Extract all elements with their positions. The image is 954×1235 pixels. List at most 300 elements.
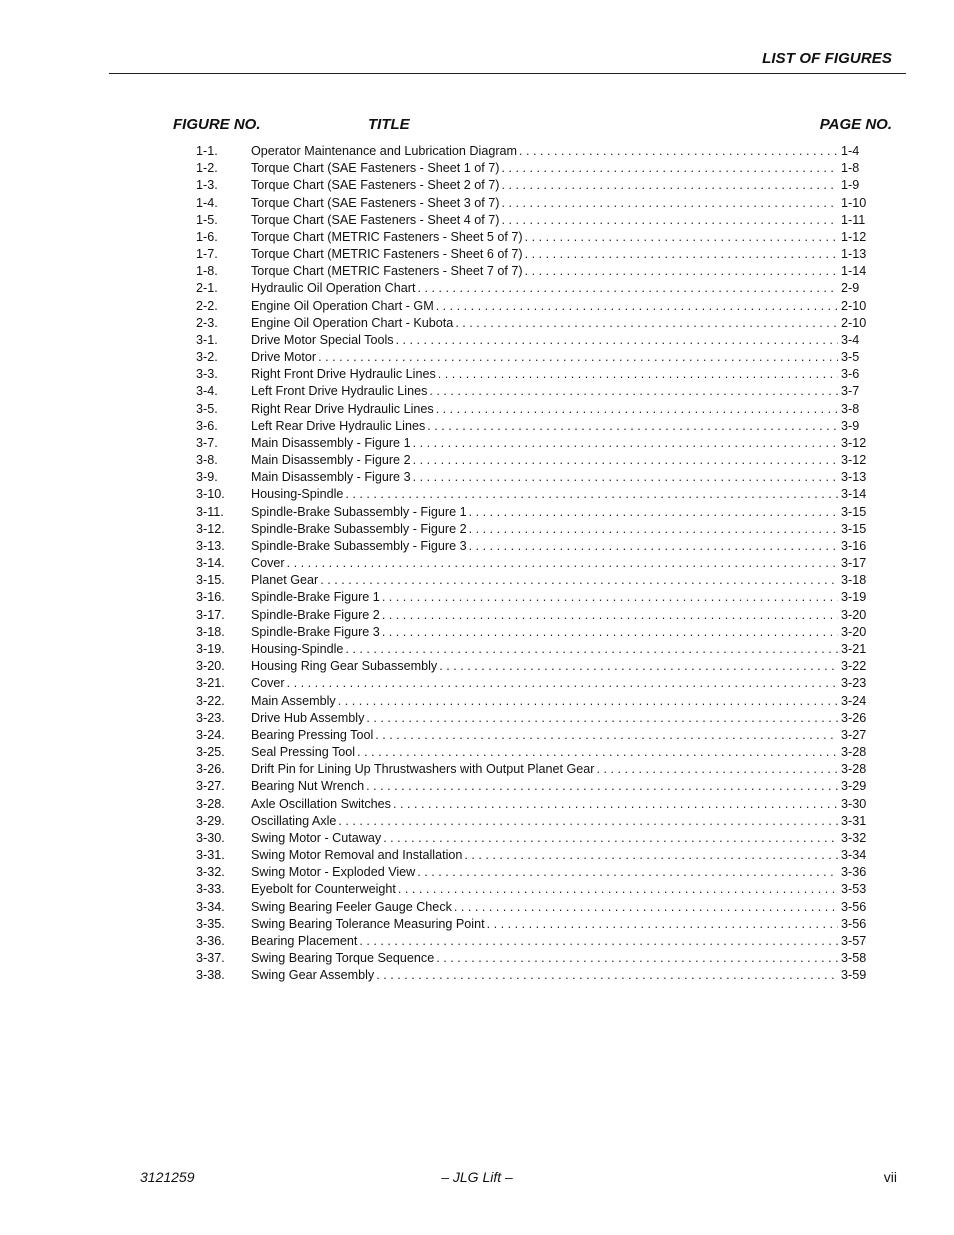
figure-line: [251, 315, 868, 332]
figure-line: [251, 538, 868, 555]
figure-title: Torque Chart (SAE Fasteners - Sheet 4 of 7): [251, 212, 500, 227]
figure-page-number: 1-12: [841, 229, 867, 244]
figure-page-number: 3-5: [841, 350, 860, 365]
figure-line: [251, 761, 868, 778]
figure-entry[interactable]: [196, 847, 868, 864]
page-header-title: LIST OF FIGURES: [762, 50, 892, 67]
figure-entry[interactable]: [196, 229, 868, 246]
dot-leader: [519, 143, 838, 160]
figure-line: [251, 401, 868, 418]
figure-number: 3-12.: [196, 521, 225, 536]
figure-entry[interactable]: [196, 710, 868, 727]
figure-number: 1-5.: [196, 212, 218, 227]
figure-title: Left Front Drive Hydraulic Lines: [251, 384, 428, 399]
figure-title: Swing Gear Assembly: [251, 968, 375, 983]
figure-number: 3-14.: [196, 556, 225, 571]
figure-entry[interactable]: [196, 349, 868, 366]
figure-line: [251, 504, 868, 521]
figure-page-number: 3-15: [841, 504, 867, 519]
dot-leader: [525, 229, 838, 246]
figure-number: 3-19.: [196, 641, 225, 656]
figure-title: Main Disassembly - Figure 1: [251, 435, 411, 450]
figure-title: Engine Oil Operation Chart - Kubota: [251, 315, 454, 330]
figure-number: 2-2.: [196, 298, 218, 313]
figure-title: Drift Pin for Lining Up Thrustwashers with Output Planet Gear: [251, 762, 595, 777]
figure-entry[interactable]: [196, 693, 868, 710]
figure-page-number: 3-30: [841, 796, 867, 811]
figure-entry[interactable]: [196, 727, 868, 744]
figure-title: Engine Oil Operation Chart - GM: [251, 298, 434, 313]
figure-page-number: 3-57: [841, 933, 867, 948]
figure-title: Main Disassembly - Figure 2: [251, 453, 411, 468]
figure-entry[interactable]: [196, 761, 868, 778]
figure-line: [251, 710, 868, 727]
dot-leader: [366, 778, 838, 795]
figure-number: 3-10.: [196, 487, 225, 502]
figure-page-number: 1-8: [841, 161, 860, 176]
dot-leader: [417, 280, 838, 297]
figure-page-number: 3-27: [841, 727, 867, 742]
figure-page-number: 3-8: [841, 401, 860, 416]
figure-page-number: 3-58: [841, 951, 867, 966]
column-heading-title: TITLE: [368, 116, 410, 133]
footer-doc-number: 3121259: [140, 1169, 195, 1185]
figure-title: Axle Oscillation Switches: [251, 796, 391, 811]
figure-number: 3-28.: [196, 796, 225, 811]
footer-publisher: – JLG Lift –: [441, 1169, 513, 1185]
figure-title: Bearing Placement: [251, 933, 358, 948]
figure-page-number: 3-22: [841, 659, 867, 674]
figure-page-number: 3-28: [841, 762, 867, 777]
figure-number: 3-37.: [196, 951, 225, 966]
dot-leader: [502, 177, 839, 194]
figure-number: 3-18.: [196, 624, 225, 639]
figure-line: [251, 435, 868, 452]
figure-line: [251, 177, 868, 194]
figure-line: [251, 418, 868, 435]
figure-number: 3-3.: [196, 367, 218, 382]
figure-entry[interactable]: [196, 778, 868, 795]
figure-number: 3-36.: [196, 933, 225, 948]
figure-title: Swing Bearing Torque Sequence: [251, 951, 435, 966]
dot-leader: [376, 967, 838, 984]
figure-title: Operator Maintenance and Lubrication Diagram: [251, 144, 518, 158]
figure-title: Spindle-Brake Subassembly - Figure 2: [251, 521, 467, 536]
figure-line: [251, 778, 868, 795]
figure-page-number: 3-17: [841, 556, 867, 571]
figure-title: Swing Motor - Cutaway: [251, 830, 382, 845]
figure-line: [251, 486, 868, 503]
figure-page-number: 3-14: [841, 487, 867, 502]
figure-line: [251, 469, 868, 486]
figure-number: 3-1.: [196, 332, 218, 347]
figure-title: Planet Gear: [251, 573, 319, 588]
figure-page-number: 3-53: [841, 882, 867, 897]
figure-page-number: 1-11: [841, 212, 866, 227]
figure-page-number: 3-59: [841, 968, 867, 983]
figure-page-number: 3-12: [841, 453, 867, 468]
figure-number: 1-3.: [196, 178, 218, 193]
dot-leader: [469, 521, 838, 538]
figure-line: [251, 332, 868, 349]
dot-leader: [338, 813, 838, 830]
figure-page-number: 3-56: [841, 899, 867, 914]
figure-entry[interactable]: [196, 967, 868, 984]
figure-line: [251, 899, 868, 916]
figure-number: 3-20.: [196, 659, 225, 674]
figure-entry[interactable]: [196, 504, 868, 521]
dot-leader: [436, 950, 838, 967]
figure-title: Swing Motor Removal and Installation: [251, 848, 463, 863]
figure-entry[interactable]: [196, 298, 868, 315]
dot-leader: [287, 675, 838, 692]
figure-page-number: 3-6: [841, 367, 860, 382]
figure-entry[interactable]: [196, 658, 868, 675]
figure-number: 3-5.: [196, 401, 218, 416]
dot-leader: [366, 710, 838, 727]
figure-line: [251, 864, 868, 881]
figure-page-number: 3-16: [841, 538, 867, 553]
figure-number: 3-33.: [196, 882, 225, 897]
figure-page-number: 2-9: [841, 281, 860, 296]
figure-entry[interactable]: [196, 435, 868, 452]
figure-number: 1-8.: [196, 264, 218, 279]
figure-number: 3-22.: [196, 693, 225, 708]
figure-line: [251, 675, 868, 692]
figure-page-number: 3-9: [841, 418, 860, 433]
figure-page-number: 3-23: [841, 676, 867, 691]
figure-list: [196, 143, 868, 984]
figure-number: 3-27.: [196, 779, 225, 794]
figure-title: Housing-Spindle: [251, 487, 344, 502]
figure-title: Oscillating Axle: [251, 813, 337, 828]
dot-leader: [596, 761, 838, 778]
dot-leader: [393, 796, 838, 813]
figure-entry[interactable]: [196, 813, 868, 830]
figure-number: 3-17.: [196, 607, 225, 622]
figure-page-number: 1-9: [841, 178, 860, 193]
figure-number: 2-3.: [196, 315, 218, 330]
figure-entry[interactable]: [196, 624, 868, 641]
figure-page-number: 3-56: [841, 916, 867, 931]
dot-leader: [413, 469, 838, 486]
figure-title: Swing Motor - Exploded View: [251, 865, 416, 880]
figure-title: Torque Chart (METRIC Fasteners - Sheet 7 of 7): [251, 264, 523, 279]
figure-number: 1-7.: [196, 247, 218, 262]
dot-leader: [469, 504, 838, 521]
dot-leader: [382, 589, 838, 606]
dot-leader: [487, 916, 838, 933]
figure-page-number: 3-20: [841, 624, 867, 639]
figure-number: 3-29.: [196, 813, 225, 828]
figure-line: [251, 383, 868, 400]
figure-title: Bearing Pressing Tool: [251, 727, 374, 742]
figure-page-number: 3-31: [841, 813, 867, 828]
figure-title: Torque Chart (METRIC Fasteners - Sheet 5 of 7): [251, 229, 523, 244]
figure-entry[interactable]: [196, 212, 868, 229]
figure-number: 3-8.: [196, 453, 218, 468]
figure-page-number: 3-21: [841, 641, 867, 656]
figure-title: Drive Motor: [251, 350, 317, 365]
dot-leader: [375, 727, 838, 744]
figure-entry[interactable]: [196, 366, 868, 383]
figure-page-number: 2-10: [841, 298, 867, 313]
figure-line: [251, 572, 868, 589]
dot-leader: [502, 212, 839, 229]
figure-page-number: 3-18: [841, 573, 867, 588]
figure-number: 3-7.: [196, 435, 218, 450]
figure-line: [251, 916, 868, 933]
figure-page-number: 1-14: [841, 264, 867, 279]
figure-title: Spindle-Brake Figure 3: [251, 624, 380, 639]
figure-line: [251, 693, 868, 710]
figure-entry[interactable]: [196, 177, 868, 194]
figure-line: [251, 143, 868, 160]
figure-title: Main Assembly: [251, 693, 336, 708]
dot-leader: [413, 452, 838, 469]
figure-page-number: 2-10: [841, 315, 867, 330]
figure-line: [251, 160, 868, 177]
dot-leader: [469, 538, 838, 555]
dot-leader: [357, 744, 838, 761]
dot-leader: [382, 624, 838, 641]
figure-entry[interactable]: [196, 864, 868, 881]
column-heading-page-no: PAGE NO.: [819, 116, 892, 133]
header-rule: [109, 73, 906, 74]
figure-line: [251, 847, 868, 864]
figure-line: [251, 366, 868, 383]
dot-leader: [502, 160, 839, 177]
figure-entry[interactable]: [196, 899, 868, 916]
figure-number: 3-32.: [196, 865, 225, 880]
dot-leader: [320, 572, 838, 589]
dot-leader: [396, 332, 838, 349]
dot-leader: [417, 864, 838, 881]
figure-line: [251, 246, 868, 263]
figure-page-number: 3-32: [841, 830, 867, 845]
dot-leader: [398, 881, 838, 898]
figure-number: 1-1.: [196, 144, 218, 158]
figure-page-number: 3-28: [841, 745, 867, 760]
figure-number: 2-1.: [196, 281, 218, 296]
figure-entry[interactable]: [196, 950, 868, 967]
figure-entry[interactable]: [196, 418, 868, 435]
dot-leader: [455, 315, 838, 332]
figure-page-number: 1-13: [841, 247, 867, 262]
figure-line: [251, 796, 868, 813]
figure-entry[interactable]: [196, 675, 868, 692]
figure-entry[interactable]: [196, 246, 868, 263]
figure-entry[interactable]: [196, 143, 868, 160]
figure-title: Swing Bearing Feeler Gauge Check: [251, 899, 452, 914]
figure-number: 3-9.: [196, 470, 218, 485]
figure-entry[interactable]: [196, 555, 868, 572]
dot-leader: [436, 401, 838, 418]
dot-leader: [438, 366, 838, 383]
dot-leader: [345, 486, 838, 503]
figure-entry[interactable]: [196, 572, 868, 589]
figure-title: Left Rear Drive Hydraulic Lines: [251, 418, 426, 433]
figure-title: Seal Pressing Tool: [251, 745, 356, 760]
figure-number: 3-24.: [196, 727, 225, 742]
figure-line: [251, 212, 868, 229]
figure-line: [251, 881, 868, 898]
figure-line: [251, 229, 868, 246]
figure-page-number: 3-36: [841, 865, 867, 880]
dot-leader: [287, 555, 838, 572]
figure-line: [251, 658, 868, 675]
dot-leader: [439, 658, 838, 675]
dot-leader: [318, 349, 838, 366]
figure-page-number: 3-34: [841, 848, 867, 863]
figure-page-number: 3-20: [841, 607, 867, 622]
figure-title: Bearing Nut Wrench: [251, 779, 365, 794]
figure-line: [251, 452, 868, 469]
figure-entry[interactable]: [196, 607, 868, 624]
figure-title: Drive Hub Assembly: [251, 710, 365, 725]
figure-page-number: 3-26: [841, 710, 867, 725]
dot-leader: [436, 298, 838, 315]
figure-page-number: 3-12: [841, 435, 867, 450]
figure-title: Drive Motor Special Tools: [251, 332, 394, 347]
dot-leader: [359, 933, 838, 950]
figure-number: 3-25.: [196, 745, 225, 760]
figure-entry[interactable]: [196, 383, 868, 400]
figure-line: [251, 641, 868, 658]
figure-line: [251, 555, 868, 572]
dot-leader: [502, 195, 839, 212]
figure-title: Torque Chart (METRIC Fasteners - Sheet 6 of 7): [251, 247, 523, 262]
figure-entry[interactable]: [196, 195, 868, 212]
figure-page-number: 3-4: [841, 332, 860, 347]
figure-line: [251, 298, 868, 315]
figure-line: [251, 967, 868, 984]
dot-leader: [427, 418, 838, 435]
figure-page-number: 3-15: [841, 521, 867, 536]
figure-number: 3-30.: [196, 830, 225, 845]
figure-number: 3-15.: [196, 573, 225, 588]
figure-entry[interactable]: [196, 933, 868, 950]
figure-number: 1-2.: [196, 161, 218, 176]
figure-title: Eyebolt for Counterweight: [251, 882, 396, 897]
figure-entry[interactable]: [196, 401, 868, 418]
figure-number: 3-35.: [196, 916, 225, 931]
dot-leader: [464, 847, 838, 864]
figure-entry[interactable]: [196, 486, 868, 503]
figure-entry[interactable]: [196, 263, 868, 280]
footer-page-number: vii: [883, 1169, 897, 1185]
figure-entry[interactable]: [196, 916, 868, 933]
figure-entry[interactable]: [196, 280, 868, 297]
dot-leader: [454, 899, 838, 916]
figure-line: [251, 195, 868, 212]
figure-number: 3-26.: [196, 762, 225, 777]
figure-line: [251, 744, 868, 761]
figure-entry[interactable]: [196, 796, 868, 813]
figure-line: [251, 349, 868, 366]
figure-entry[interactable]: [196, 589, 868, 606]
figure-line: [251, 727, 868, 744]
figure-line: [251, 933, 868, 950]
figure-title: Torque Chart (SAE Fasteners - Sheet 2 of 7): [251, 178, 500, 193]
figure-page-number: 1-4: [841, 144, 860, 158]
dot-leader: [382, 607, 838, 624]
figure-title: Spindle-Brake Figure 2: [251, 607, 380, 622]
figure-entry[interactable]: [196, 830, 868, 847]
dot-leader: [413, 435, 838, 452]
figure-title: Spindle-Brake Figure 1: [251, 590, 380, 605]
figure-number: 3-2.: [196, 350, 218, 365]
figure-title: Housing Ring Gear Subassembly: [251, 659, 438, 674]
figure-line: [251, 624, 868, 641]
figure-title: Cover: [251, 676, 285, 691]
dot-leader: [345, 641, 838, 658]
figure-number: 3-38.: [196, 968, 225, 983]
figure-number: 3-6.: [196, 418, 218, 433]
figure-entry[interactable]: [196, 452, 868, 469]
dot-leader: [525, 263, 838, 280]
dot-leader: [525, 246, 838, 263]
figure-title: Cover: [251, 556, 285, 571]
figure-line: [251, 950, 868, 967]
figure-page-number: 3-7: [841, 384, 860, 399]
figure-entry[interactable]: [196, 641, 868, 658]
figure-title: Torque Chart (SAE Fasteners - Sheet 1 of 7): [251, 161, 500, 176]
figure-title: Housing-Spindle: [251, 641, 344, 656]
figure-page-number: 1-10: [841, 195, 867, 210]
figure-title: Spindle-Brake Subassembly - Figure 3: [251, 538, 467, 553]
figure-number: 3-11.: [196, 504, 224, 519]
figure-entry[interactable]: [196, 538, 868, 555]
figure-number: 1-6.: [196, 229, 218, 244]
figure-entry[interactable]: [196, 332, 868, 349]
figure-page-number: 3-24: [841, 693, 867, 708]
figure-entry[interactable]: [196, 881, 868, 898]
figure-line: [251, 589, 868, 606]
figure-entry[interactable]: [196, 160, 868, 177]
figure-line: [251, 521, 868, 538]
figure-number: 3-34.: [196, 899, 225, 914]
figure-number: 3-23.: [196, 710, 225, 725]
figure-line: [251, 830, 868, 847]
figure-number: 3-31.: [196, 848, 225, 863]
figure-number: 3-4.: [196, 384, 218, 399]
figure-title: Right Rear Drive Hydraulic Lines: [251, 401, 434, 416]
figure-number: 1-4.: [196, 195, 218, 210]
figure-number: 3-21.: [196, 676, 225, 691]
figure-line: [251, 280, 868, 297]
figure-title: Main Disassembly - Figure 3: [251, 470, 411, 485]
dot-leader: [429, 383, 838, 400]
figure-title: Spindle-Brake Subassembly - Figure 1: [251, 504, 467, 519]
figure-line: [251, 607, 868, 624]
figure-entry[interactable]: [196, 521, 868, 538]
figure-entry[interactable]: [196, 315, 868, 332]
figure-entry[interactable]: [196, 744, 868, 761]
figure-page-number: 3-19: [841, 590, 867, 605]
figure-title: Swing Bearing Tolerance Measuring Point: [251, 916, 485, 931]
figure-line: [251, 813, 868, 830]
figure-title: Hydraulic Oil Operation Chart: [251, 281, 416, 296]
dot-leader: [338, 693, 838, 710]
figure-entry[interactable]: [196, 469, 868, 486]
figure-title: Torque Chart (SAE Fasteners - Sheet 3 of 7): [251, 195, 500, 210]
column-heading-figure-no: FIGURE NO.: [173, 116, 261, 133]
figure-number: 3-13.: [196, 538, 225, 553]
figure-number: 3-16.: [196, 590, 225, 605]
figure-title: Right Front Drive Hydraulic Lines: [251, 367, 436, 382]
dot-leader: [383, 830, 838, 847]
